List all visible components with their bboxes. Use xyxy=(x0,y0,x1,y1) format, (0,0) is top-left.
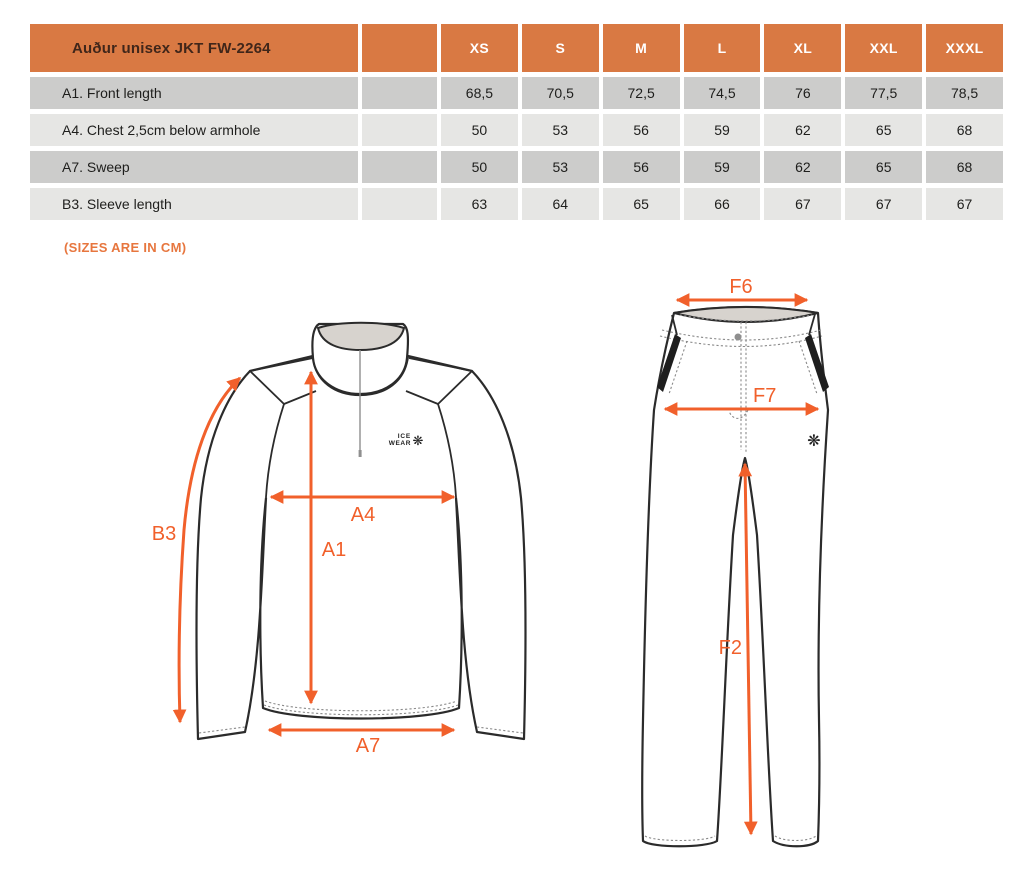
value-cell: 62 xyxy=(764,114,841,146)
value-cell: 68 xyxy=(926,114,1003,146)
value-cell: 53 xyxy=(522,114,599,146)
f2-inseam-arrow xyxy=(745,464,751,834)
row-label-sleeve-length: B3. Sleeve length xyxy=(30,188,358,220)
value-cell: 78,5 xyxy=(926,77,1003,109)
jacket-diagram xyxy=(128,298,592,760)
jacket-body-outline xyxy=(196,356,525,739)
pants-outline xyxy=(642,307,828,846)
product-title: Auður unisex JKT FW-2264 xyxy=(30,24,358,72)
logo-text-wear: WEAR xyxy=(388,440,411,447)
value-cell: 56 xyxy=(603,151,680,183)
header-spacer-cell xyxy=(362,24,437,72)
value-cell: 66 xyxy=(684,188,761,220)
size-header-xs: XS xyxy=(441,24,518,72)
row-label-front-length: A1. Front length xyxy=(30,77,358,109)
logo-snowflake-icon: ❋ xyxy=(412,434,424,449)
value-cell: 67 xyxy=(845,188,922,220)
value-cell: 74,5 xyxy=(684,77,761,109)
size-header-l: L xyxy=(684,24,761,72)
value-cell: 72,5 xyxy=(603,77,680,109)
a1-label: A1 xyxy=(321,539,347,561)
f2-label: F2 xyxy=(718,637,742,659)
value-cell: 62 xyxy=(764,151,841,183)
logo-text-ice: ICE xyxy=(397,433,411,440)
hip-snowflake-icon: ❋ xyxy=(807,431,821,450)
value-cell: 56 xyxy=(603,114,680,146)
row-spacer-cell xyxy=(362,77,437,109)
value-cell: 59 xyxy=(684,114,761,146)
value-cell: 76 xyxy=(764,77,841,109)
units-note: (SIZES ARE IN CM) xyxy=(64,240,187,255)
size-header-xl: XL xyxy=(764,24,841,72)
row-spacer-cell xyxy=(362,114,437,146)
value-cell: 59 xyxy=(684,151,761,183)
value-cell: 50 xyxy=(441,114,518,146)
value-cell: 65 xyxy=(845,114,922,146)
size-table xyxy=(30,24,1003,220)
f7-label: F7 xyxy=(753,385,777,407)
value-cell: 65 xyxy=(603,188,680,220)
a4-label: A4 xyxy=(350,504,376,526)
row-spacer-cell xyxy=(362,151,437,183)
value-cell: 77,5 xyxy=(845,77,922,109)
value-cell: 68,5 xyxy=(441,77,518,109)
value-cell: 67 xyxy=(764,188,841,220)
value-cell: 68 xyxy=(926,151,1003,183)
zipper-pull xyxy=(359,450,362,457)
value-cell: 64 xyxy=(522,188,599,220)
row-spacer-cell xyxy=(362,188,437,220)
row-label-chest: A4. Chest 2,5cm below armhole xyxy=(30,114,358,146)
b3-label: B3 xyxy=(151,523,177,545)
value-cell: 63 xyxy=(441,188,518,220)
row-label-sweep: A7. Sweep xyxy=(30,151,358,183)
waist-button xyxy=(735,334,742,341)
value-cell: 50 xyxy=(441,151,518,183)
pants-diagram xyxy=(618,275,858,860)
value-cell: 53 xyxy=(522,151,599,183)
value-cell: 70,5 xyxy=(522,77,599,109)
size-header-s: S xyxy=(522,24,599,72)
f6-label: F6 xyxy=(729,276,753,298)
a7-label: A7 xyxy=(355,735,381,757)
size-header-m: M xyxy=(603,24,680,72)
value-cell: 67 xyxy=(926,188,1003,220)
size-header-xxl: XXL xyxy=(845,24,922,72)
size-header-xxxl: XXXL xyxy=(926,24,1003,72)
value-cell: 65 xyxy=(845,151,922,183)
